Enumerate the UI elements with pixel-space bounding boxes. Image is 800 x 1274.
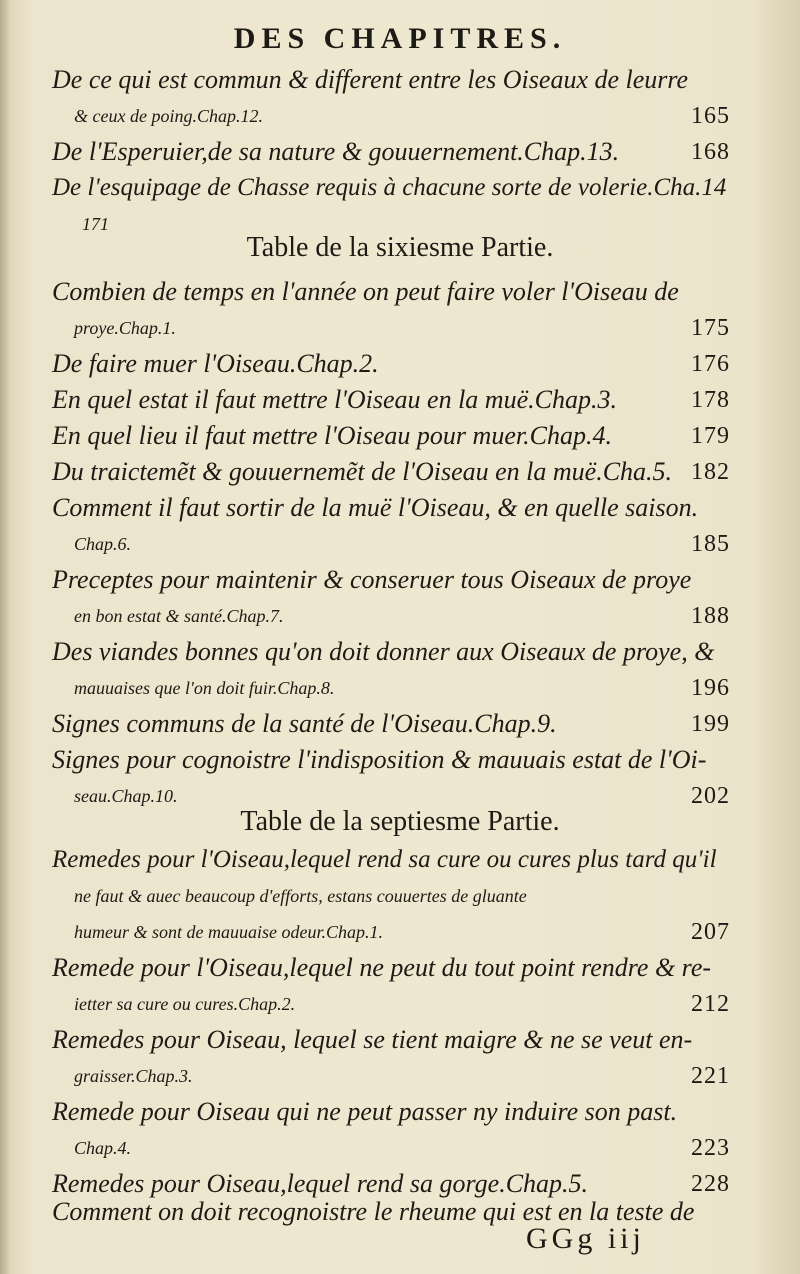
entry-line: Signes pour cognoistre l'indisposition & mauuais estat de l'Oi- [52, 745, 707, 774]
entry-line: Des viandes bonnes qu'on doit donner aux Oiseaux de proye, & [52, 637, 715, 666]
toc-entry [52, 62, 730, 134]
entry-line: De l'esquipage de Chasse requis à chacune sorte de volerie.Cha.14 [52, 174, 727, 201]
entry-line: Comment on doit recognoistre le rheume qui est en la teste de [52, 1197, 695, 1226]
entry-line: De l'Esperuier,de sa nature & gouuernement.Chap.13. [52, 137, 620, 166]
toc-entry [52, 842, 730, 950]
page-number: 223 [691, 1135, 730, 1161]
toc-entry [52, 706, 730, 742]
entry-line: Du traictemẽt & gouuernemẽt de l'Oiseau en la muë.Cha.5. [52, 457, 673, 486]
page-number: 212 [691, 991, 730, 1017]
toc-entry [52, 274, 730, 346]
entry-line: proye.Chap.1. [74, 318, 176, 338]
page-number: 179 [691, 423, 730, 449]
entry-line: Signes communs de la santé de l'Oiseau.Chap.9. [52, 709, 557, 738]
entry-line: De ce qui est commun & different entre les Oiseaux de leurre [52, 65, 689, 94]
page-number: 202 [691, 783, 730, 809]
entry-line: Remedes pour Oiseau,lequel rend sa gorge.Chap.5. [52, 1169, 589, 1198]
entry-line: Remede pour Oiseau qui ne peut passer ny induire son past. [52, 1097, 678, 1126]
toc-entry [52, 134, 730, 170]
page-number: 228 [691, 1171, 730, 1197]
page-edge [0, 0, 10, 1274]
toc-entry [52, 1094, 730, 1166]
toc-entry [52, 454, 730, 490]
toc-entry [52, 950, 730, 1022]
entry-line: graisser.Chap.3. [74, 1066, 193, 1086]
toc-entry [52, 742, 730, 814]
entry-line: En quel estat il faut mettre l'Oiseau en la muë.Chap.3. [52, 385, 617, 414]
toc-entry [52, 418, 730, 454]
page-number: 182 [691, 459, 730, 485]
entry-line: Preceptes pour maintenir & conseruer tous Oiseaux de proye [52, 565, 692, 594]
entry-line: ne faut & auec beaucoup d'efforts, estans couuertes de gluante [74, 886, 527, 906]
toc-entry [52, 490, 730, 562]
page-number: 188 [691, 603, 730, 629]
entry-line: 171 [82, 214, 109, 234]
entry-line: mauuaises que l'on doit fuir.Chap.8. [74, 678, 335, 698]
page-number: 199 [691, 711, 730, 737]
entry-line: Comment il faut sortir de la muë l'Oiseau, & en quelle saison. [52, 493, 699, 522]
entry-line: seau.Chap.10. [74, 786, 178, 806]
entry-line: humeur & sont de mauuaise odeur.Chap.1. [74, 922, 383, 942]
entry-line: Remede pour l'Oiseau,lequel ne peut du tout point rendre & re- [52, 953, 712, 982]
toc-entry [52, 346, 730, 382]
entry-line: Combien de temps en l'année on peut faire voler l'Oiseau de [52, 277, 679, 306]
page-number: 196 [691, 675, 730, 701]
page-number: 168 [691, 139, 730, 165]
page-number: 165 [691, 103, 730, 129]
page-number: 178 [691, 387, 730, 413]
page-number: 176 [691, 351, 730, 377]
entry-line: De faire muer l'Oiseau.Chap.2. [52, 349, 379, 378]
entry-line: Chap.6. [74, 534, 132, 554]
page-number: 221 [691, 1063, 730, 1089]
page-number: 207 [691, 919, 730, 945]
entry-line: & ceux de poing.Chap.12. [74, 106, 263, 126]
section-title: Table de la sixiesme Partie. [246, 232, 554, 263]
running-head: DES CHAPITRES. [233, 22, 567, 55]
page-number: 175 [691, 315, 730, 341]
entry-line: Remedes pour Oiseau, lequel se tient maigre & ne se veut en- [52, 1025, 693, 1054]
entry-line: ietter sa cure ou cures.Chap.2. [74, 994, 296, 1014]
toc-entry [52, 634, 730, 706]
toc-entry [52, 1022, 730, 1094]
page-number: 185 [691, 531, 730, 557]
toc-entry [52, 562, 730, 634]
toc-entry [52, 382, 730, 418]
entry-line: en bon estat & santé.Chap.7. [74, 606, 284, 626]
signature-mark: GGg iij [526, 1222, 645, 1255]
entry-line: En quel lieu il faut mettre l'Oiseau pour muer.Chap.4. [52, 421, 612, 450]
entry-line: Remedes pour l'Oiseau,lequel rend sa cure ou cures plus tard qu'il [52, 846, 717, 873]
entry-line: Chap.4. [74, 1138, 132, 1158]
section-title: Table de la septiesme Partie. [240, 806, 560, 837]
